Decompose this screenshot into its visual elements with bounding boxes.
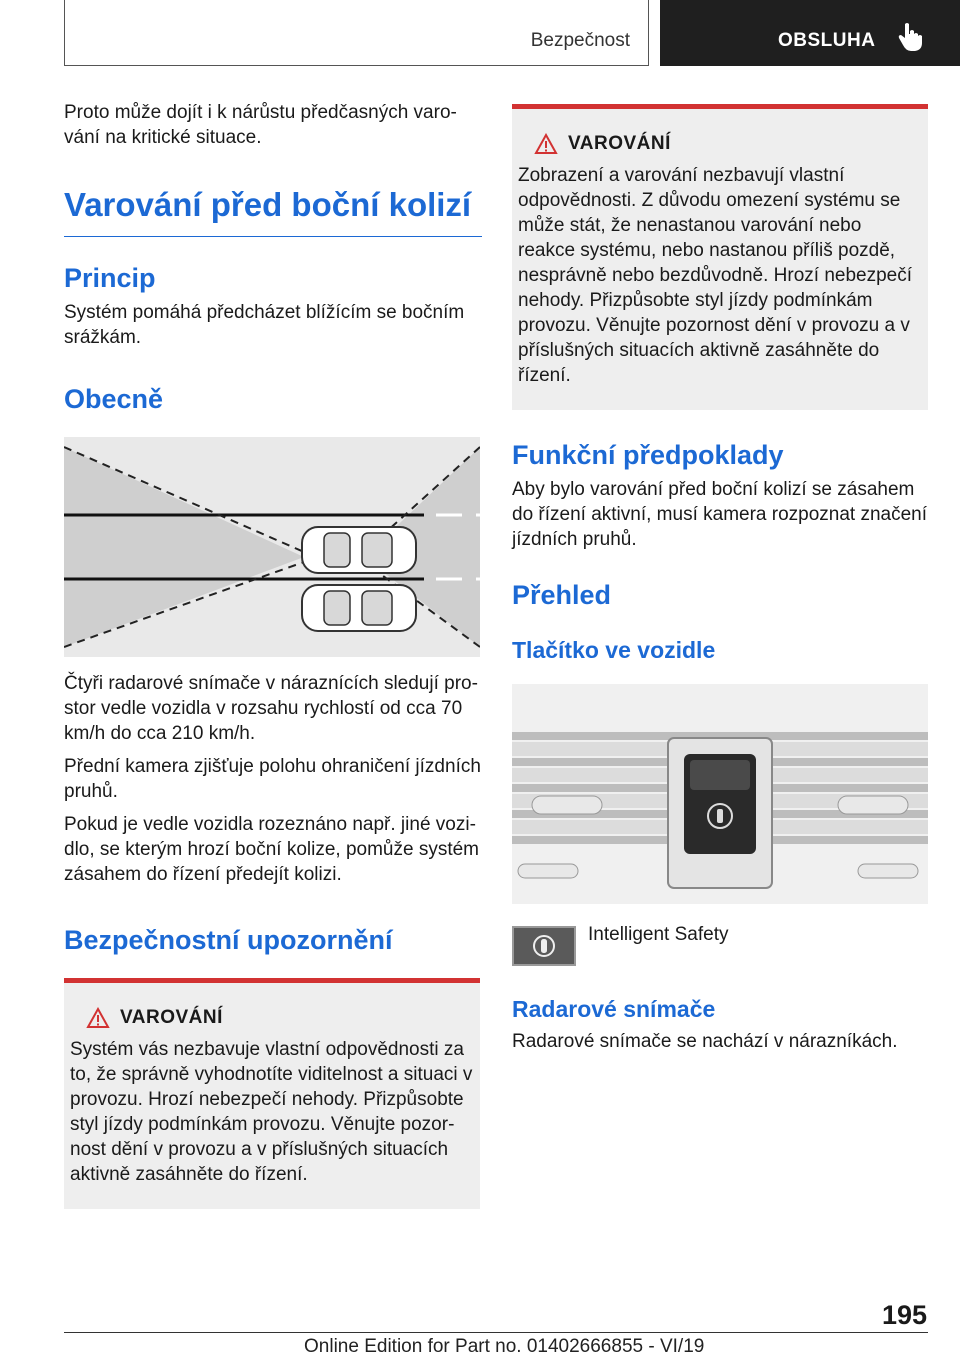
prerequisites-text: Aby bylo varování před boční kolizí se zásahem do řízení aktivní, musí kamera rozpoznat značení jízdních pruhů. xyxy=(512,479,928,550)
header-section-title: Bezpečnost xyxy=(530,30,630,51)
header-chapter-title: OBSLUHA xyxy=(778,30,876,51)
warning-triangle-icon xyxy=(534,133,558,155)
warning-header-right xyxy=(518,133,922,155)
warning-box-left xyxy=(64,978,480,1209)
general-heading: Obecně xyxy=(64,384,164,414)
principle-text: Systém pomáhá předcházet blížícím se bočním srážkám. xyxy=(64,302,465,348)
general-paragraph-2: Přední kamera zjišťuje polohu ohraničení jízdních pruhů. xyxy=(64,756,481,802)
button-label: Intelligent Safety xyxy=(588,924,729,945)
warning-header-left xyxy=(70,1007,474,1029)
lane-diagram-image xyxy=(64,437,480,657)
footer-edition: Online Edition for Part no. 01402666855 - VI/19 xyxy=(304,1336,705,1357)
intelligent-safety-icon xyxy=(512,926,576,966)
button-legend xyxy=(512,926,928,966)
right-column xyxy=(512,104,928,1054)
header-section-box xyxy=(64,0,649,66)
general-paragraph-1: Čtyři radarové snímače v náraznících sledují prostor vedle vozidla v rozsahu rychlostí od cca 70 km/h do cca 210 km/h. xyxy=(64,673,478,744)
warning-text-right: Zobrazení a varování nezbavují vlastní odpovědnosti. Z důvodu omezení systému se může stát, že nenastanou varování nebo reakce systému, nebo nastanou příliš pozdě, nesprávně nebo bezdůvodně. Hrozí nebezpečí nehody. Přizpůsobte styl jízdy podmínkám provozu. Věnujte pozornost dění v provozu a v příslušných situacích aktivně zasáhněte do řízení. xyxy=(518,165,912,386)
general-paragraph-3: Pokud je vedle vozidla rozeznáno např. jiné vozidlo, se kterým hrozí boční kolize, pomůže systém zásahem do řízení předejít kolizi. xyxy=(64,814,479,885)
warning-text-left: Systém vás nezbavuje vlastní odpovědnosti za to, že správně vyhodnotíte viditelnost a situaci v provozu. Hrozí nebezpečí nehody. Přizpůsobte styl jízdy podmínkám provozu. Věnujte pozornost dění v provozu a v příslušných situacích aktivně zasáhněte do řízení. xyxy=(70,1039,473,1185)
button-photo-figure xyxy=(512,684,928,904)
page-number: 195 xyxy=(882,1300,928,1330)
header-chapter-box xyxy=(660,0,960,66)
principle-heading: Princip xyxy=(64,263,156,293)
pointing-hand-icon xyxy=(898,22,924,52)
warning-box-right xyxy=(512,104,928,410)
warning-title-left: VAROVÁNÍ xyxy=(120,1007,223,1028)
safety-heading: Bezpečnostní upozornění xyxy=(64,925,393,955)
lane-diagram-figure xyxy=(64,437,480,657)
page-title: Varování před boční kolizí xyxy=(64,186,482,237)
button-heading: Tlačítko ve vozidle xyxy=(512,637,716,663)
prerequisites-heading: Funkční předpoklady xyxy=(512,440,784,470)
warning-triangle-icon xyxy=(86,1007,110,1029)
radar-text: Radarové snímače se nachází v nárazníkách. xyxy=(512,1031,898,1052)
footer-rule xyxy=(64,1332,928,1333)
overview-heading: Přehled xyxy=(512,580,612,610)
left-column xyxy=(64,100,482,1209)
intro-text: Proto může dojít i k nárůstu předčasných varování na kritické situace. xyxy=(64,102,457,148)
radar-heading: Radarové snímače xyxy=(512,996,716,1022)
warning-title-right: VAROVÁNÍ xyxy=(568,133,671,154)
vehicle-button-image xyxy=(512,684,928,904)
